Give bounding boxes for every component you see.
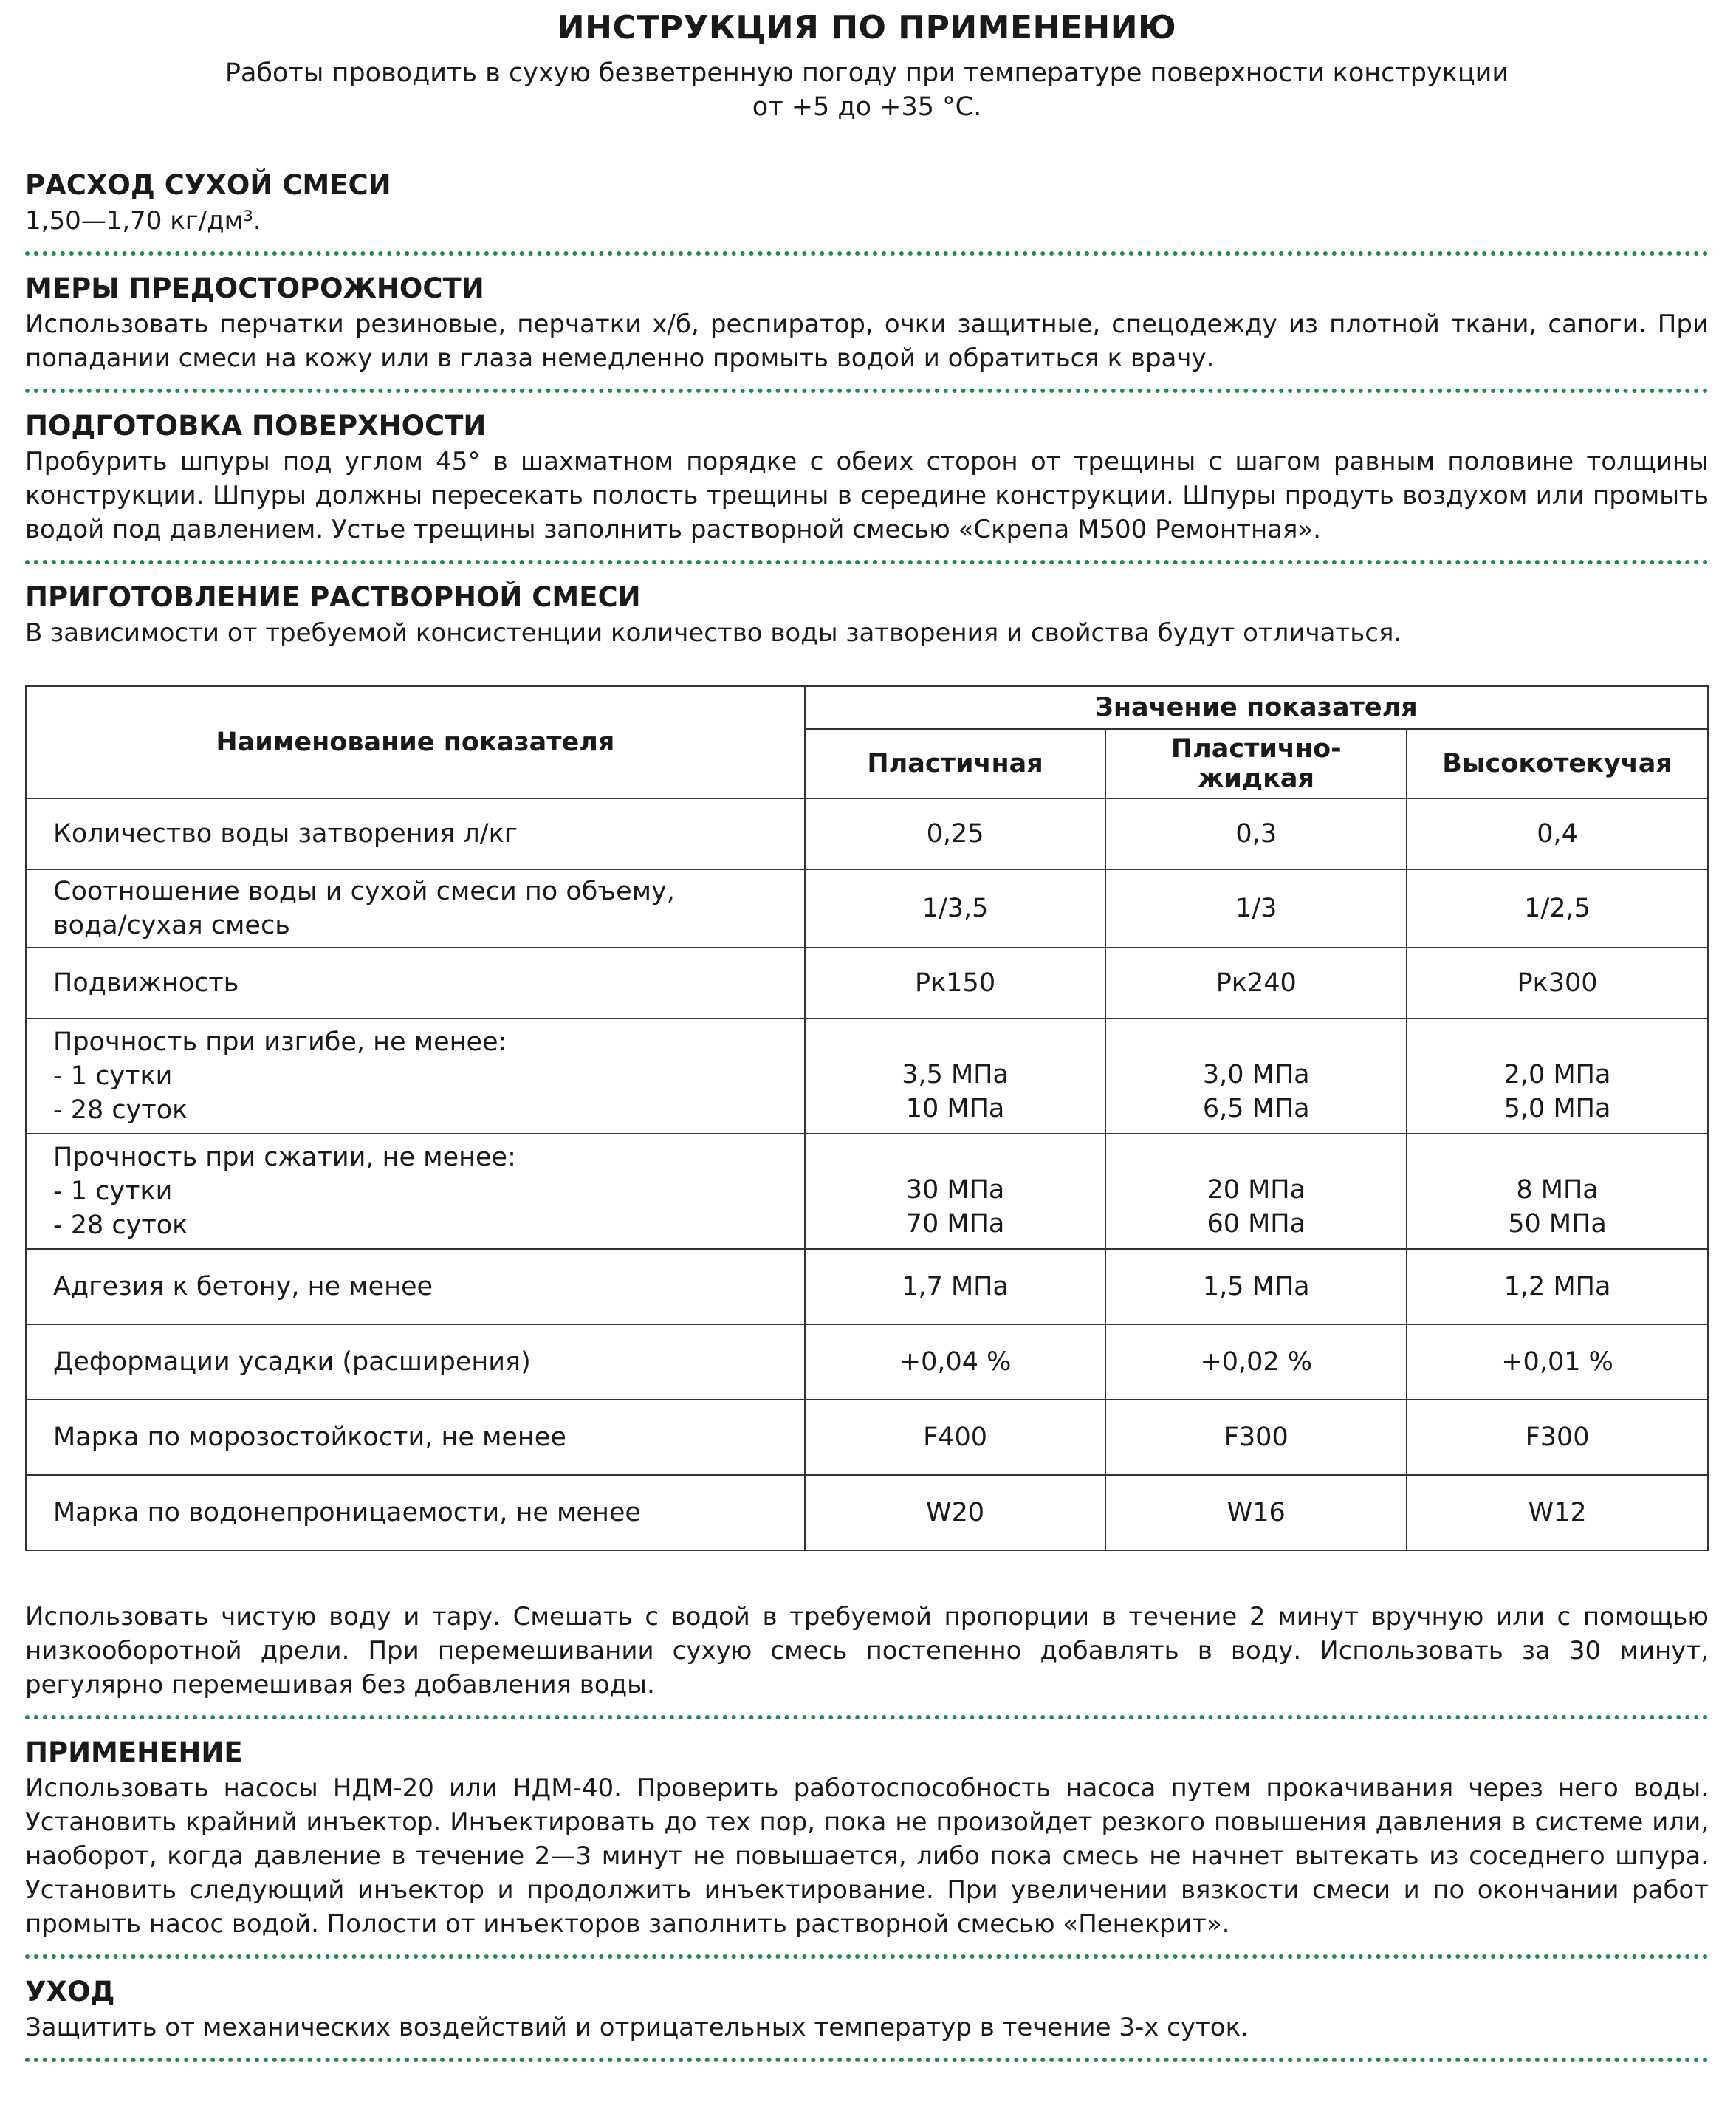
row-name-cell xyxy=(26,1324,805,1400)
row-value-line: 1,5 МПа xyxy=(1202,1272,1310,1301)
subtitle-line-2: от +5 до +35 °С. xyxy=(752,92,982,122)
table-row xyxy=(26,1019,1708,1134)
row-name-line: Соотношение воды и сухой смеси по объему, xyxy=(53,877,675,906)
table-row xyxy=(26,1134,1708,1249)
row-value-line: +0,01 % xyxy=(1501,1347,1613,1377)
row-value-cell xyxy=(1105,869,1407,948)
table-row xyxy=(26,798,1708,869)
instruction-page xyxy=(25,0,1709,2078)
row-value-line: 0,3 xyxy=(1235,819,1277,849)
row-name-cell xyxy=(26,948,805,1019)
row-value-line: 1,2 МПа xyxy=(1503,1272,1611,1301)
row-name-line: Прочность при изгибе, не менее: xyxy=(53,1027,507,1057)
row-value-cell xyxy=(805,1134,1106,1249)
table-row xyxy=(26,1400,1708,1475)
row-value-cell xyxy=(805,1400,1106,1475)
row-value-cell xyxy=(1407,1134,1708,1249)
subtitle-line-1: Работы проводить в сухую безветренную погоду при температуре поверхности конструкции xyxy=(224,58,1509,88)
row-name-cell xyxy=(26,1475,805,1550)
dotted-separator xyxy=(25,2058,1709,2062)
row-value-line: 6,5 МПа xyxy=(1202,1094,1310,1123)
row-value-cell xyxy=(1105,798,1407,869)
section-title: ПОДГОТОВКА ПОВЕРХНОСТИ xyxy=(25,410,487,442)
row-value-cell xyxy=(805,1475,1106,1550)
header-group-cell: Значение показателя xyxy=(805,686,1708,729)
row-value-cell xyxy=(1407,1019,1708,1134)
section-care xyxy=(25,1975,1709,2044)
section-title: ПРИГОТОВЛЕНИЕ РАСТВОРНОЙ СМЕСИ xyxy=(25,581,641,613)
row-value-line: 3,5 МПа xyxy=(902,1060,1009,1089)
row-value-line: 8 МПа xyxy=(1516,1175,1599,1205)
section-precautions xyxy=(25,272,1709,375)
header-column-high-flow: Высокотекучая xyxy=(1407,729,1708,798)
section-application xyxy=(25,1736,1709,1941)
row-value-cell xyxy=(805,1249,1106,1324)
section-text: Защитить от механических воздействий и отрицательных температур в течение 3-х суток. xyxy=(25,2013,1249,2042)
row-value-line: W20 xyxy=(926,1498,985,1527)
row-value-cell xyxy=(805,948,1106,1019)
row-value-cell xyxy=(1105,1324,1407,1400)
row-value-line: F400 xyxy=(923,1423,988,1452)
table-body xyxy=(26,798,1708,1550)
row-name-line: - 1 сутки xyxy=(53,1061,173,1091)
row-value-cell xyxy=(1105,1400,1407,1475)
row-value-line: 0,4 xyxy=(1537,819,1578,849)
row-value-line: W16 xyxy=(1226,1498,1286,1527)
dotted-separator xyxy=(25,1715,1709,1719)
section-text: Использовать перчатки резиновые, перчатки х/б, респиратор, очки защитные, спецодежду из плотной ткани, сапоги. При попадании смеси на кожу или в глаза немедленно промыть водой и обратиться к врачу. xyxy=(25,309,1709,373)
row-value-cell xyxy=(805,869,1106,948)
section-title: РАСХОД СУХОЙ СМЕСИ xyxy=(25,169,391,201)
row-name-line: Деформации усадки (расширения) xyxy=(53,1347,531,1377)
row-value-line: W12 xyxy=(1528,1498,1587,1527)
row-name-cell xyxy=(26,1019,805,1134)
row-value-line: Рк150 xyxy=(915,968,996,998)
section-title: УХОД xyxy=(25,1976,115,2008)
row-value-cell xyxy=(1407,948,1708,1019)
row-value-line: 3,0 МПа xyxy=(1202,1060,1310,1089)
row-value-line: 0,25 xyxy=(926,819,984,849)
dotted-separator xyxy=(25,560,1709,564)
row-value-cell xyxy=(1407,1400,1708,1475)
header-name-cell: Наименование показателя xyxy=(26,686,805,798)
table-row xyxy=(26,948,1708,1019)
section-text: Использовать насосы НДМ-20 или НДМ-40. Проверить работоспособность насоса путем прокачивания через него воды. Установить крайний инъектор. Инъектировать до тех пор, пока не произойдет резкого повышения давления в системе или, наоборот, когда давление в течение 2—3 минут не повышается, либо пока смесь не начнет вытекать из соседнего шпура. Установить следующий инъектор и продолжить инъектирование. При увеличении вязкости смеси и по окончании работ промыть насос водой. Полости от инъекторов заполнить растворной смесью «Пенекрит». xyxy=(25,1773,1709,1939)
row-value-line: F300 xyxy=(1525,1423,1590,1452)
row-value-cell xyxy=(1105,1019,1407,1134)
row-value-cell xyxy=(805,1019,1106,1134)
row-value-line: +0,04 % xyxy=(899,1347,1012,1377)
row-value-line: 50 МПа xyxy=(1508,1209,1607,1239)
dotted-separator xyxy=(25,389,1709,393)
page-subtitle xyxy=(25,56,1709,124)
row-value-cell xyxy=(1105,1134,1407,1249)
row-name-line: - 28 суток xyxy=(53,1095,188,1125)
row-name-line: Марка по водонепроницаемости, не менее xyxy=(53,1498,641,1527)
row-value-cell xyxy=(1407,1249,1708,1324)
row-name-line: Адгезия к бетону, не менее xyxy=(53,1272,433,1301)
row-name-line: - 1 сутки xyxy=(53,1177,173,1206)
row-value-cell xyxy=(1105,948,1407,1019)
row-name-cell xyxy=(26,1249,805,1324)
row-name-line: Подвижность xyxy=(53,968,239,998)
row-value-line: +0,02 % xyxy=(1200,1347,1313,1377)
section-title: ПРИМЕНЕНИЕ xyxy=(25,1736,243,1768)
row-value-cell xyxy=(1407,798,1708,869)
row-name-line: Прочность при сжатии, не менее: xyxy=(53,1143,516,1172)
row-name-cell xyxy=(26,1400,805,1475)
section-text: В зависимости от требуемой консистенции количество воды затворения и свойства будут отличаться. xyxy=(25,618,1402,648)
row-value-line: F300 xyxy=(1224,1423,1289,1452)
section-surface-prep xyxy=(25,409,1709,547)
row-value-line: 1/3,5 xyxy=(922,894,989,923)
row-name-line: вода/сухая смесь xyxy=(53,911,290,940)
header-column-plastic-liquid: Пластично-жидкая xyxy=(1105,729,1407,798)
row-value-cell xyxy=(1407,1324,1708,1400)
row-value-cell xyxy=(1407,1475,1708,1550)
section-mix-prep xyxy=(25,581,1709,1702)
section-text: 1,50—1,70 кг/дм³. xyxy=(25,206,261,236)
table-row xyxy=(26,1324,1708,1400)
row-value-line: 5,0 МПа xyxy=(1503,1094,1611,1123)
table-row xyxy=(26,869,1708,948)
row-name-cell xyxy=(26,798,805,869)
table-row xyxy=(26,1475,1708,1550)
section-text: Пробурить шпуры под углом 45° в шахматном порядке с обеих сторон от трещины с шагом равным половине толщины конструкции. Шпуры должны пересекать полость трещины в середине конструкции. Шпуры продуть воздухом или промыть водой под давлением. Устье трещины заполнить растворной смесью «Скрепа М500 Ремонтная». xyxy=(25,447,1709,544)
row-name-line: Количество воды затворения л/кг xyxy=(53,819,518,849)
row-value-line: 1/2,5 xyxy=(1524,894,1591,923)
properties-table xyxy=(25,685,1709,1551)
section-consumption xyxy=(25,168,1709,238)
page-title: ИНСТРУКЦИЯ ПО ПРИМЕНЕНИЮ xyxy=(557,9,1177,47)
dotted-separator xyxy=(25,251,1709,256)
row-name-cell xyxy=(26,869,805,948)
row-value-cell xyxy=(1105,1475,1407,1550)
row-value-line: Рк240 xyxy=(1215,968,1297,998)
row-value-line: Рк300 xyxy=(1517,968,1598,998)
row-value-line: 1,7 МПа xyxy=(902,1272,1009,1301)
row-value-line: 70 МПа xyxy=(905,1209,1005,1239)
row-value-line: 10 МПа xyxy=(905,1094,1005,1123)
row-value-cell xyxy=(1407,869,1708,948)
row-value-line: 2,0 МПа xyxy=(1503,1060,1611,1089)
dotted-separator xyxy=(25,1954,1709,1959)
table-row xyxy=(26,1249,1708,1324)
row-value-line: 20 МПа xyxy=(1207,1175,1306,1205)
table-header-row xyxy=(26,686,1708,729)
section-title: МЕРЫ ПРЕДОСТОРОЖНОСТИ xyxy=(25,273,484,304)
row-name-line: Марка по морозостойкости, не менее xyxy=(53,1423,566,1452)
header-column-plastic: Пластичная xyxy=(805,729,1106,798)
row-name-cell xyxy=(26,1134,805,1249)
row-value-cell xyxy=(1105,1249,1407,1324)
row-value-line: 30 МПа xyxy=(905,1175,1005,1205)
row-value-cell xyxy=(805,1324,1106,1400)
section-text-after-table: Использовать чистую воду и тару. Смешать с водой в требуемой пропорции в течение 2 минут вручную или с помощью низкооборотной дрели. При перемешивании сухую смесь постепенно добавлять в воду. Использовать за 30 минут, регулярно перемешивая без добавления воды. xyxy=(25,1602,1709,1700)
row-value-line: 1/3 xyxy=(1235,894,1277,923)
row-value-line: 60 МПа xyxy=(1207,1209,1306,1239)
row-value-cell xyxy=(805,798,1106,869)
row-name-line: - 28 суток xyxy=(53,1211,188,1240)
